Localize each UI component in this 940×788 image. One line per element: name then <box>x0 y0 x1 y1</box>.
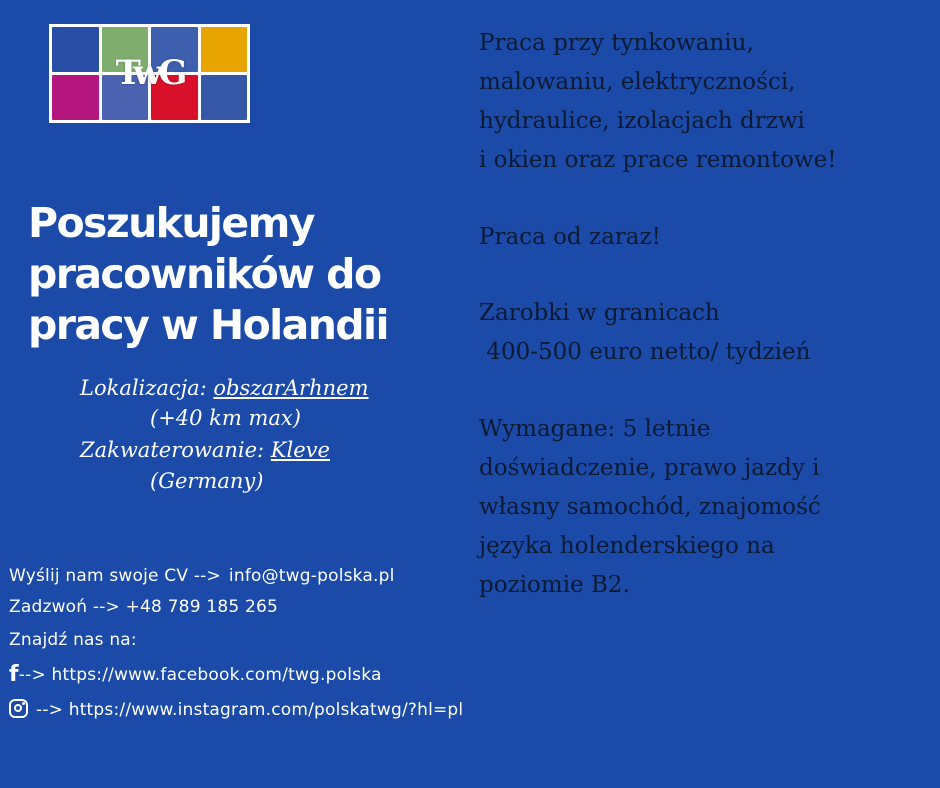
accommodation-line <box>80 438 330 462</box>
location-note: (+40 km max) <box>150 406 301 430</box>
headline <box>28 198 448 351</box>
requirements-line: Wymagane: 5 letnie <box>479 416 711 442</box>
phone-line: Zadzwoń --> +48 789 185 265 <box>9 597 279 617</box>
work-line: malowaniu, elektryczności, <box>479 69 796 95</box>
find-us-label: Znajdź nas na: <box>9 630 137 650</box>
headline-line: Poszukujemy <box>28 199 314 247</box>
work-line: Praca przy tynkowaniu, <box>479 30 754 56</box>
company-logo <box>49 24 250 123</box>
work-line: hydraulice, izolacjach drzwi <box>479 108 805 134</box>
logo-text: TwG <box>115 52 184 93</box>
logo-tile <box>52 75 99 120</box>
requirements-line: języka holenderskiego na <box>479 533 775 559</box>
accommodation-value: Kleve <box>270 438 330 462</box>
start-text: Praca od zaraz! <box>479 224 661 250</box>
work-description <box>479 24 836 180</box>
instagram-link[interactable]: https://www.instagram.com/polskatwg/?hl=pl <box>68 700 464 720</box>
logo-tile <box>201 27 248 72</box>
email-link[interactable]: info@twg-polska.pl <box>228 566 395 586</box>
instagram-line <box>9 699 463 720</box>
requirements-line: poziomie B2. <box>479 572 630 598</box>
facebook-line <box>9 662 382 687</box>
facebook-link[interactable]: https://www.facebook.com/twg.polska <box>51 665 382 685</box>
requirements <box>479 410 821 605</box>
location-label: Lokalizacja: <box>80 376 214 400</box>
requirements-line: własny samochód, znajomość <box>479 494 821 520</box>
salary-line: 400-500 euro netto/ tydzień <box>479 339 811 365</box>
cv-line <box>9 566 395 586</box>
instagram-arrow: --> <box>36 700 69 720</box>
salary-line: Zarobki w granicach <box>479 300 720 326</box>
headline-line: pracy w Holandii <box>28 301 388 349</box>
accommodation-note: (Germany) <box>150 469 264 493</box>
location-line <box>80 376 369 400</box>
salary <box>479 294 810 372</box>
logo-tile <box>201 75 248 120</box>
work-line: i okien oraz prace remontowe! <box>479 147 837 173</box>
location-value: obszarArhnem <box>213 376 369 400</box>
facebook-icon[interactable]: f <box>9 662 19 687</box>
logo-tiles <box>52 27 247 120</box>
logo-tile <box>52 27 99 72</box>
headline-line: pracowników do <box>28 250 381 298</box>
cv-label: Wyślij nam swoje CV --> <box>9 566 221 586</box>
requirements-line: doświadczenie, prawo jazdy i <box>479 455 820 481</box>
instagram-icon[interactable] <box>9 699 28 718</box>
facebook-arrow: --> <box>18 665 52 685</box>
accommodation-label: Zakwaterowanie: <box>80 438 271 462</box>
